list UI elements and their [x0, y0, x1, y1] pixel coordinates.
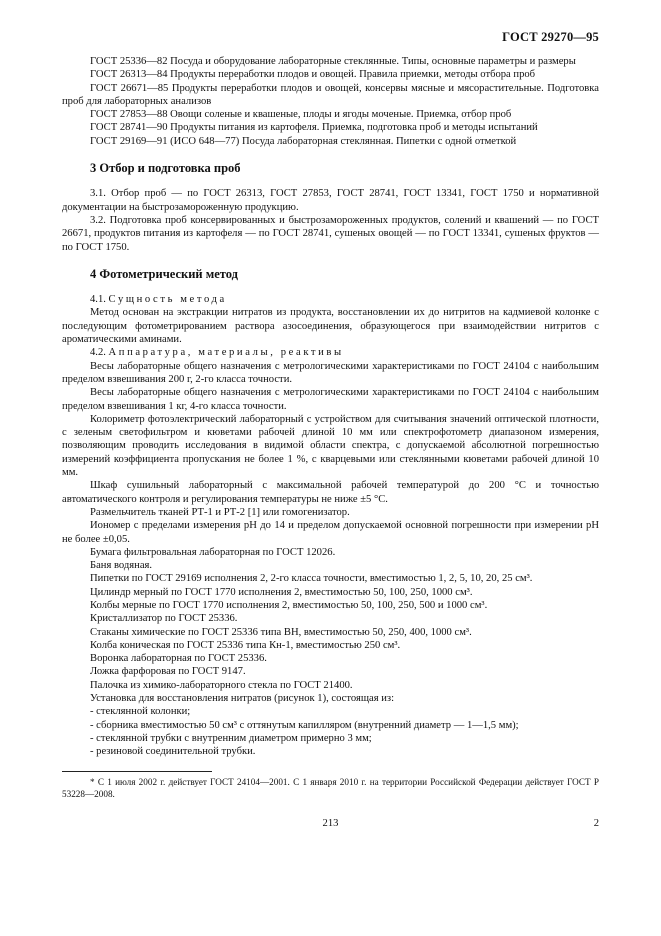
- equipment-item: Цилиндр мерный по ГОСТ 1770 исполнения 2, вместимостью 50, 100, 250, 1000 см³.: [90, 586, 473, 598]
- equipment-item: Бумага фильтровальная лабораторная по ГОСТ 12026.: [90, 546, 336, 558]
- document-code-header: ГОСТ 29270—95: [502, 30, 599, 44]
- section-3-1-paragraph: 3.1. Отбор проб — по ГОСТ 26313, ГОСТ 27853, ГОСТ 28741, ГОСТ 13341, ГОСТ 1750 и нормативной документации на быстрозамороженную продукцию.: [62, 188, 599, 213]
- equipment-item: Кристаллизатор по ГОСТ 25336.: [90, 613, 238, 625]
- equipment-list: [62, 360, 599, 759]
- equipment-item: Размельчитель тканей РТ-1 и РТ-2 [1] или гомогенизатор.: [90, 506, 350, 518]
- subsection-title: Сущность метода: [108, 294, 227, 306]
- reference-item: ГОСТ 27853—88 Овощи соленые и квашеные, плоды и ягоды моченые. Приемка, отбор проб: [90, 109, 512, 121]
- equipment-subitem: - стеклянной колонки;: [90, 706, 191, 718]
- equipment-item: Колориметр фотоэлектрический лабораторный с устройством для считывания значений оптической плотности, с зеленым светофильтром и кюветами рабочей длиной 10 мм или спектрофотометр диапазоном измерения, позволяющим проводить исследования в видимой области спектра, с допускаемой абсолютной погрешностью измерений коэффициента пропускания не более 1 %, с кварцевыми или стеклянными кюветами рабочей длиной 10 мм.: [62, 413, 599, 479]
- section-4-heading: 4 Фотометрический метод: [90, 266, 238, 281]
- subsection-4-1-text: Метод основан на экстракции нитратов из продукта, восстановлении их до нитритов на кадмиевой колонке с последующим фотометрированием раствора азосоединения, образующегося при взаимодействии нитритов с ароматическими аминами.: [62, 307, 599, 346]
- equipment-item: Шкаф сушильный лабораторный с максимальной рабочей температурой до 200 °С и точностью автоматического контроля и регулирования температуры не ниже ±5 °С.: [62, 480, 599, 505]
- equipment-item: Установка для восстановления нитратов (рисунок 1), состоящая из:: [90, 693, 395, 705]
- footnote-divider: [62, 771, 212, 772]
- reference-item: ГОСТ 28741—90 Продукты питания из картофеля. Приемка, подготовка проб и методы испытаний: [90, 122, 538, 134]
- subsection-number: 4.2.: [90, 347, 106, 359]
- equipment-item: Палочка из химико-лабораторного стекла по ГОСТ 21400.: [90, 679, 353, 691]
- subsection-4-2-title: [62, 346, 599, 359]
- reference-item: ГОСТ 29169—91 (ИСО 648—77) Посуда лабораторная стеклянная. Пипетки с одной отметкой: [90, 135, 517, 147]
- equipment-item: Колбы мерные по ГОСТ 1770 исполнения 2, вместимостью 50, 100, 250, 500 и 1000 см³.: [90, 599, 488, 611]
- subsection-4-1-title: [62, 293, 599, 306]
- document-body: [62, 55, 599, 759]
- sheet-number: 2: [593, 818, 599, 829]
- equipment-item: Весы лабораторные общего назначения с метрологическими характеристиками по ГОСТ 24104 с наибольшим пределом взвешивания 1 кг, 4-го класса точности.: [62, 387, 599, 412]
- equipment-item: Весы лабораторные общего назначения с метрологическими характеристиками по ГОСТ 24104 с наибольшим пределом взвешивания 200 г, 2-го класса точности.: [62, 360, 599, 385]
- section-3-2-paragraph: 3.2. Подготовка проб консервированных и быстрозамороженных продуктов, солений и квашений — по ГОСТ 26671, продуктов питания из картофеля — по ГОСТ 28741, сушеных овощей — по ГОСТ 13341, сушеных фруктов — по ГОСТ 1750.: [62, 214, 599, 253]
- reference-item: ГОСТ 26313—84 Продукты переработки плодов и овощей. Правила приемки, методы отбора проб: [90, 69, 536, 81]
- equipment-item: Ложка фарфоровая по ГОСТ 9147.: [90, 666, 246, 678]
- reference-item: ГОСТ 25336—82 Посуда и оборудование лабораторные стеклянные. Типы, основные параметры и размеры: [90, 56, 576, 67]
- equipment-subitem: - сборника вместимостью 50 см³ с оттянутым капилляром (внутренний диаметр — 1—1,5 мм);: [90, 719, 519, 731]
- subsection-title: Аппаратура, материалы, реактивы: [108, 347, 344, 359]
- section-3-heading: 3 Отбор и подготовка проб: [90, 161, 241, 176]
- footnote: * С 1 июля 2002 г. действует ГОСТ 24104—2001. С 1 января 2010 г. на территории Российской Федерации действует ГОСТ Р 53228—2008.: [62, 777, 599, 799]
- normative-references-list: [62, 55, 599, 148]
- reference-item: ГОСТ 26671—85 Продукты переработки плодов и овощей, консервы мясные и мясорастительные. Подготовка проб для лабораторных анализов: [62, 82, 599, 107]
- equipment-item: Иономер с пределами измерения рН до 14 и пределом допускаемой основной погрешности при измерении рН не более ±0,05.: [62, 520, 599, 545]
- equipment-item: Баня водяная.: [90, 560, 153, 572]
- equipment-item: Воронка лабораторная по ГОСТ 25336.: [90, 653, 267, 665]
- equipment-subitem: - стеклянной трубки с внутренним диаметром примерно 3 мм;: [90, 732, 372, 744]
- equipment-subitem: - резиновой соединительной трубки.: [90, 746, 256, 758]
- subsection-number: 4.1.: [90, 294, 106, 306]
- equipment-item: Пипетки по ГОСТ 29169 исполнения 2, 2-го класса точности, вместимостью 1, 2, 5, 10, 20, 25 см³.: [90, 573, 533, 585]
- equipment-item: Стаканы химические по ГОСТ 25336 типа ВН, вместимостью 50, 250, 400, 1000 см³.: [90, 626, 472, 638]
- page-number: 213: [322, 818, 339, 829]
- equipment-item: Колба коническая по ГОСТ 25336 типа Кн-1, вместимостью 250 см³.: [90, 639, 401, 651]
